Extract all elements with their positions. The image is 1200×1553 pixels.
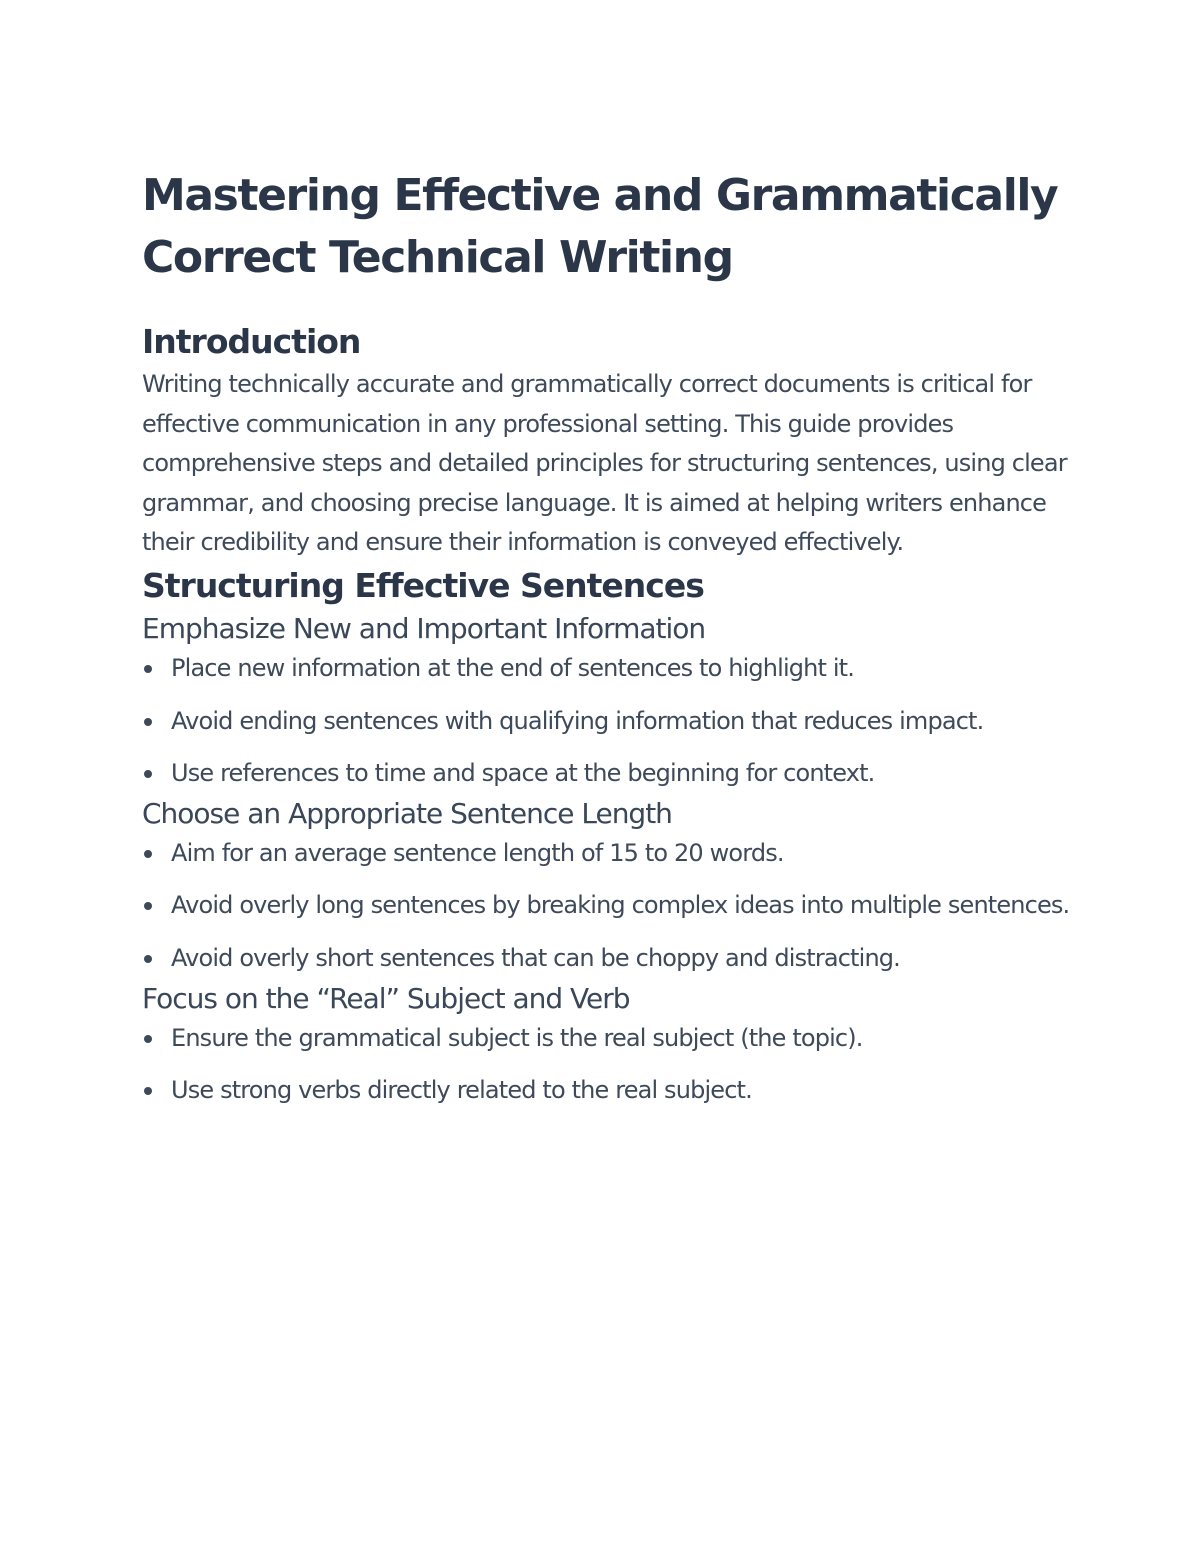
list-item-text: Place new information at the end of sentences to highlight it. bbox=[171, 653, 855, 682]
real-subject-verb-list bbox=[142, 1019, 1072, 1111]
bullet-icon bbox=[144, 770, 152, 778]
bullet-icon bbox=[144, 850, 152, 858]
list-item-text: Use references to time and space at the beginning for context. bbox=[171, 759, 875, 788]
real-subject-verb-heading: Focus on the “Real” Subject and Verb bbox=[142, 981, 630, 1015]
list-item bbox=[142, 834, 1072, 874]
list-item-text: Avoid overly short sentences that can be choppy and distracting. bbox=[171, 943, 900, 972]
emphasize-information-list bbox=[142, 649, 1072, 794]
bullet-icon bbox=[144, 1087, 152, 1095]
bullet-icon bbox=[144, 665, 152, 673]
list-item bbox=[142, 754, 1072, 794]
bullet-icon bbox=[144, 955, 152, 963]
document-page bbox=[142, 165, 1072, 1111]
list-item bbox=[142, 649, 1072, 689]
list-item-text: Use strong verbs directly related to the real subject. bbox=[171, 1076, 752, 1105]
list-item bbox=[142, 1019, 1072, 1059]
sentence-length-heading: Choose an Appropriate Sentence Length bbox=[142, 796, 672, 830]
introduction-heading: Introduction bbox=[142, 322, 361, 361]
introduction-paragraph: Writing technically accurate and grammatically correct documents is critical for effective communication in any professional setting. This guide provides comprehensive steps and detailed principles for structuring sentences, using clear grammar, and choosing precise language. It is aimed at helping writers enhance their credibility and ensure their information is conveyed effectively. bbox=[142, 370, 1067, 557]
bullet-icon bbox=[144, 1035, 152, 1043]
list-item-text: Ensure the grammatical subject is the real subject (the topic). bbox=[171, 1023, 863, 1052]
structuring-sentences-heading: Structuring Effective Sentences bbox=[142, 565, 704, 605]
bullet-icon bbox=[144, 902, 152, 910]
list-item bbox=[142, 1071, 1072, 1111]
list-item-text: Avoid overly long sentences by breaking complex ideas into multiple sentences. bbox=[171, 891, 1070, 920]
document-title: Mastering Effective and Grammatically Correct Technical Writing bbox=[142, 170, 1058, 283]
list-item-text: Aim for an average sentence length of 15 to 20 words. bbox=[171, 838, 784, 867]
list-item bbox=[142, 702, 1072, 742]
sentence-length-list bbox=[142, 834, 1072, 979]
bullet-icon bbox=[144, 718, 152, 726]
list-item bbox=[142, 886, 1072, 926]
list-item-text: Avoid ending sentences with qualifying information that reduces impact. bbox=[171, 706, 984, 735]
emphasize-information-heading: Emphasize New and Important Information bbox=[142, 611, 706, 645]
list-item bbox=[142, 939, 1072, 979]
